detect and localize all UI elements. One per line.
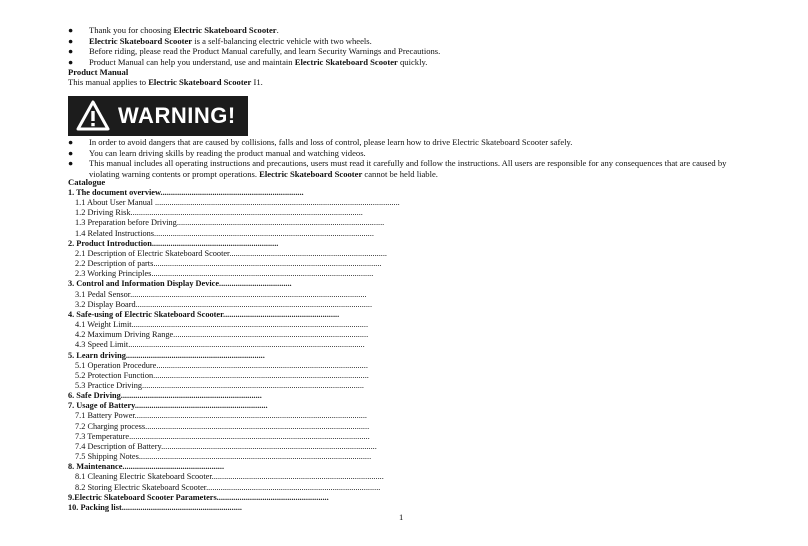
toc-section: 6. Safe Driving.................................................................... [68, 391, 262, 401]
toc-subsection: 1.3 Preparation before Driving.................................................................................................... [75, 218, 385, 228]
bullet-item: ● You can learn driving skills by reading the product manual and watching videos. [68, 147, 366, 158]
toc-section: 1. The document overview..................................................................... [68, 188, 304, 197]
warning-triangle-icon [76, 100, 110, 132]
page-number: 1 [399, 512, 404, 522]
toc-section: 2. Product Introduction............................................................. [68, 238, 279, 248]
toc-subsection: 2.2 Description of parts.............................................................................................................. [75, 259, 382, 269]
bullet-dot: ● [68, 147, 74, 158]
bullet-item: ● In order to avoid dangers that are caused by collisions, falls and loss of control, please learn how to drive Electric Skateboard Scooter safely. [68, 137, 573, 147]
bullet-item: ● Product Manual can help you understand, use and maintain Electric Skateboard Scooter quickly. [68, 56, 428, 67]
toc-subsection: 3.1 Pedal Sensor.................................................................................................................. [75, 289, 367, 299]
toc-subsection: 7.3 Temperature.................................................................................................................... [75, 431, 370, 441]
toc-subsection: 7.4 Description of Battery........................................................................................................ [75, 441, 377, 451]
manual-applies-line: This manual applies to Electric Skateboard Scooter I1. [68, 77, 263, 87]
bullet-dot: ● [68, 25, 74, 35]
catalogue-heading: Catalogue [68, 177, 106, 187]
toc-subsection: 1.1 About User Manual ...................................................................................................................... [75, 198, 400, 208]
toc-subsection: 8.2 Storing Electric Skateboard Scooter.................................................................................... [75, 482, 381, 492]
toc-subsection: 1.4 Related Instructions.......................................................................................................... [75, 228, 374, 238]
bullet-dot: ● [68, 35, 74, 46]
bullet-item: ● Electric Skateboard Scooter is a self-balancing electric vehicle with two wheels. [68, 35, 372, 46]
warning-banner [68, 96, 248, 136]
product-name: Electric Skateboard Scooter [148, 77, 252, 87]
product-name: Electric Skateboard Scooter [173, 25, 277, 35]
toc-section: 5. Learn driving................................................................... [68, 350, 265, 360]
toc-subsection: 2.3 Working Principles........................................................................................................... [75, 269, 374, 279]
product-name: Electric Skateboard Scooter [294, 56, 398, 67]
toc-subsection: 7.5 Shipping Notes................................................................................................................ [75, 452, 372, 462]
toc-subsection: 4.3 Speed Limit.................................................................................................................. [75, 340, 365, 350]
bullet-item: ● This manual includes all operating instructions and precautions, users must read it carefully and follow the instructions. All users are responsible for any consequences that are caused by violating warning contents or prompt operations. Electric Skateboard Scooter cannot be held liable. [68, 158, 727, 179]
toc-subsection: 7.1 Battery Power................................................................................................................ [75, 411, 367, 421]
product-name: Electric Skateboard Scooter [89, 35, 193, 46]
toc-subsection: 8.1 Cleaning Electric Skateboard Scooter................................................................................... [75, 472, 384, 482]
bullet-dot: ● [68, 46, 74, 57]
bullet-dot: ● [68, 158, 74, 169]
toc-subsection: 2.1 Description of Electric Skateboard Scooter............................................................................ [75, 248, 388, 258]
toc-subsection: 3.2 Display Board.................................................................................................................. [75, 299, 373, 309]
bullet-item: ● Thank you for choosing Electric Skateboard Scooter. [68, 25, 279, 35]
intro-bullet-list [68, 25, 748, 67]
toc-section: 10. Packing list.......................................................... [68, 502, 243, 512]
bullet-dot: ● [68, 56, 74, 67]
toc-subsection: 5.1 Operation Procedure...................................................................................................... [75, 360, 368, 370]
warning-label: WARNING! [118, 103, 236, 128]
toc-section: 3. Control and Information Display Device................................... [68, 279, 292, 289]
toc-section: 8. Maintenance................................................. [68, 462, 225, 472]
toc-subsection: 4.2 Maximum Driving Range.............................................................................................. [75, 330, 369, 340]
toc-subsection: 4.1 Weight Limit.................................................................................................................. [75, 320, 369, 330]
bullet-item: ● Before riding, please read the Product Manual carefully, and learn Security Warnings and Precautions. [68, 46, 441, 57]
toc-subsection: 7.2 Charging process............................................................................................................ [75, 421, 370, 431]
product-name: Electric Skateboard Scooter [259, 168, 363, 179]
toc-section: 7. Usage of Battery................................................................ [68, 401, 268, 411]
product-manual-heading: Product Manual [68, 67, 129, 77]
table-of-contents [68, 188, 400, 513]
bullet-dot: ● [68, 137, 74, 147]
toc-section: 9.Electric Skateboard Scooter Parameters...................................................... [68, 492, 329, 502]
toc-subsection: 5.3 Practice Driving........................................................................................................... [75, 380, 364, 390]
toc-subsection: 1.2 Driving Risk................................................................................................................ [75, 208, 363, 218]
warning-bullet-list [68, 137, 748, 179]
toc-section: 4. Safe-using of Electric Skateboard Scooter........................................................ [68, 309, 340, 319]
toc-subsection: 5.2 Protection Function........................................................................................................ [75, 370, 369, 380]
